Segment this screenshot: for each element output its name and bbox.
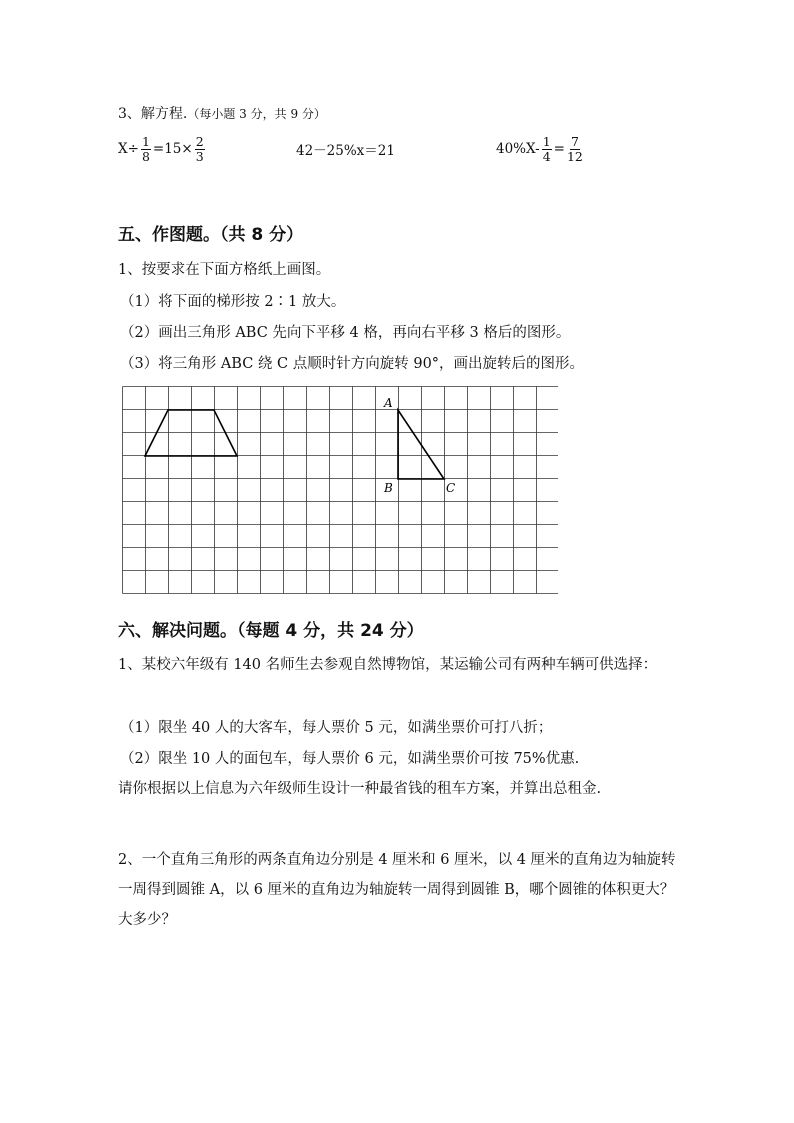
eq1-fraction-2 bbox=[195, 135, 205, 164]
label-a: A bbox=[384, 396, 393, 410]
section5-item-1: （1）将下面的梯形按 2∶1 放大。 bbox=[120, 294, 346, 310]
q3-score-note: （每小题 3 分，共 9 分） bbox=[187, 107, 326, 121]
section6-q1-option-1: （1）限坐 40 人的大客车，每人票价 5 元，如满坐票价可打八折； bbox=[120, 720, 553, 736]
eq1-f1-denominator: 8 bbox=[141, 148, 150, 164]
grid-lines bbox=[123, 387, 559, 594]
eq1-middle: =15× bbox=[152, 141, 193, 157]
equation-2 bbox=[296, 128, 395, 170]
section6-q2-text: 2、一个直角三角形的两条直角边分别是 4 厘米和 6 厘米，以 4 厘米的直角边为轴旋转一周得到圆锥 A，以 6 厘米的直角边为轴旋转一周得到圆锥 B，哪个圆锥的体积更大？大多少？ bbox=[118, 852, 676, 928]
section5-item-2: （2）画出三角形 ABC 先向下平移 4 格，再向右平移 3 格后的图形。 bbox=[120, 325, 571, 341]
eq3-fraction-1 bbox=[542, 135, 552, 164]
grid-paper bbox=[122, 386, 558, 598]
eq2-text: 42－25%x＝21 bbox=[296, 143, 395, 159]
trapezoid bbox=[145, 410, 237, 456]
eq3-middle: = bbox=[553, 141, 565, 157]
eq1-f2-numerator: 2 bbox=[195, 133, 204, 149]
label-b: B bbox=[384, 481, 393, 495]
eq3-f2-numerator: 7 bbox=[570, 133, 579, 149]
eq1-prefix: X÷ bbox=[118, 141, 139, 157]
section5-q1-intro: 1、按要求在下面方格纸上画图。 bbox=[118, 262, 331, 278]
equation-3 bbox=[496, 128, 585, 170]
section6-q1-text: 1、某校六年级有 140 名师生去参观自然博物馆，某运输公司有两种车辆可供选择： bbox=[118, 657, 658, 673]
section5-heading: 五、作图题。（共 8 分） bbox=[118, 225, 304, 245]
eq1-f2-denominator: 3 bbox=[195, 148, 204, 164]
eq3-f1-denominator: 4 bbox=[542, 148, 551, 164]
eq3-f2-denominator: 12 bbox=[566, 148, 583, 164]
equation-1 bbox=[118, 128, 207, 170]
section6-q1-option-2: （2）限坐 10 人的面包车，每人票价 6 元，如满坐票价可按 75%优惠. bbox=[120, 751, 580, 767]
eq3-fraction-2 bbox=[567, 135, 583, 164]
eq1-f1-numerator: 1 bbox=[141, 133, 150, 149]
section6-heading: 六、解决问题。（每题 4 分，共 24 分） bbox=[118, 621, 424, 641]
q3-title bbox=[118, 103, 326, 123]
eq3-prefix: 40%X- bbox=[496, 141, 540, 157]
section6-q1-ask: 请你根据以上信息为六年级师生设计一种最省钱的租车方案，并算出总租金. bbox=[118, 781, 602, 797]
q3-title-text: 3、解方程. bbox=[118, 106, 188, 122]
section5-item-3: （3）将三角形 ABC 绕 C 点顺时针方向旋转 90°，画出旋转后的图形。 bbox=[120, 356, 585, 372]
triangle-abc bbox=[398, 410, 444, 479]
eq1-fraction-1 bbox=[141, 135, 151, 164]
label-c: C bbox=[446, 481, 456, 495]
eq3-f1-numerator: 1 bbox=[542, 133, 551, 149]
